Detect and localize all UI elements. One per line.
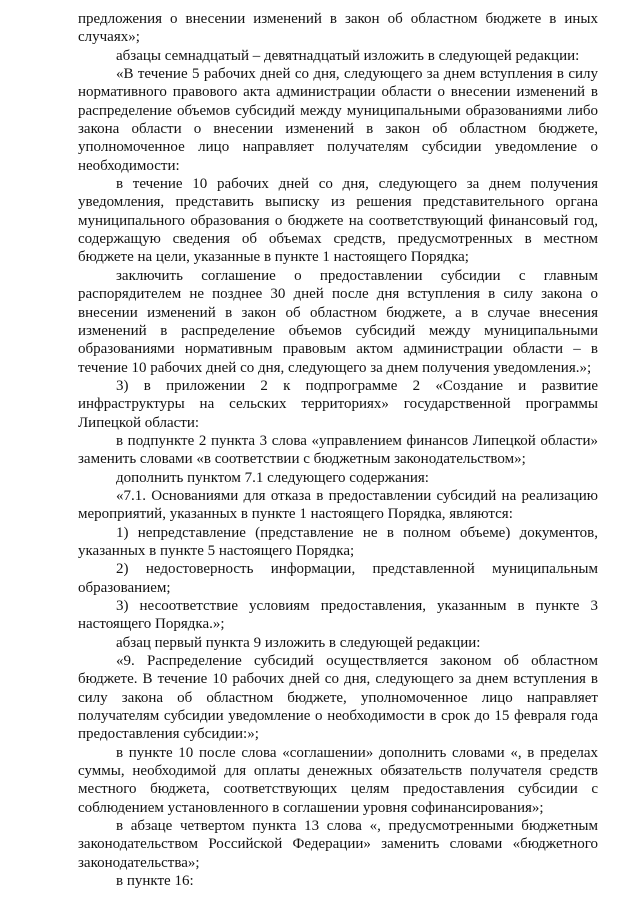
- paragraph: абзацы семнадцатый – девятнадцатый изложить в следующей редакции:: [116, 47, 580, 64]
- paragraph: абзац первый пункта 9 изложить в следующей редакции:: [116, 634, 481, 651]
- paragraph: предложения о внесении изменений в закон об областном бюджете в иных случаях»;: [78, 11, 598, 46]
- paragraph: 3) несоответствие условиям предоставления, указанным в пункте 3 настоящего Порядка.»;: [78, 598, 598, 633]
- paragraph: «7.1. Основаниями для отказа в предоставлении субсидий на реализацию мероприятий, указанных в пункте 1 настоящего Порядка, являются:: [78, 487, 598, 523]
- paragraph: 3) в приложении 2 к подпрограмме 2 «Создание и развитие инфраструктуры на сельских территориях» государственной программы Липецкой области:: [78, 377, 598, 431]
- paragraph: «В течение 5 рабочих дней со дня, следующего за днем вступления в силу нормативного правового акта администрации области о внесении изменений в распределение объемов субсидий между муниципальными образованиями либо закона области о внесении изменений в закон об областном бюджете, уполномоченное лицо направляет получателям субсидии уведомление о необходимости:: [78, 66, 598, 174]
- paragraph: в подпункте 2 пункта 3 слова «управлением финансов Липецкой области» заменить словами «в соответствии с бюджетным законодательством»;: [78, 432, 598, 468]
- paragraph: в течение 10 рабочих дней со дня, следующего за днем получения уведомления, представить выписку из решения представительного органа муниципального образования о бюджете на соответствующий финансовый год, содержащую сведения об объемах средств, предусмотренных в местном бюджете на цели, указанные в пункте 1 настоящего Порядка;: [78, 176, 598, 266]
- paragraph: «9. Распределение субсидий осуществляется законом об областном бюджете. В течение 10 рабочих дней со дня, следующего за днем вступления в силу закона об областном бюджете, уполномоченное лицо направляет получателям субсидии уведомление о необходимости в срок до 15 февраля года предоставления субсидии:»;: [78, 653, 598, 743]
- paragraph: 2) недостоверность информации, представленной муниципальным образованием;: [78, 561, 598, 596]
- paragraph: 1) непредставление (представление не в полном объеме) документов, указанных в пункте 5 настоящего Порядка;: [78, 524, 598, 559]
- paragraph: заключить соглашение о предоставлении субсидии с главным распорядителем не позднее 30 дней после дня вступления в силу закона о внесении изменений в закон об областном бюджете, а в случае внесения изменений в распределение объемов субсидий между муниципальными образованиями нормативным правовым актом администрации области – в течение 10 рабочих дней со дня, следующего за днем получения уведомления.»;: [78, 267, 598, 376]
- document-page: [78, 10, 598, 891]
- paragraph: в абзаце четвертом пункта 13 слова «, предусмотренными бюджетным законодательством Российской Федерации» заменить словами «бюджетного законодательства»;: [78, 818, 598, 871]
- paragraph: в пункте 10 после слова «соглашении» дополнить словами «, в пределах суммы, необходимой для оплаты денежных обязательств получателя средств местного бюджета, соответствующих целям предоставления субсидии с соблюдением установленного в соглашении уровня софинансирования»;: [78, 744, 598, 816]
- paragraph: дополнить пунктом 7.1 следующего содержания:: [116, 469, 429, 486]
- paragraph: в пункте 16:: [116, 873, 194, 890]
